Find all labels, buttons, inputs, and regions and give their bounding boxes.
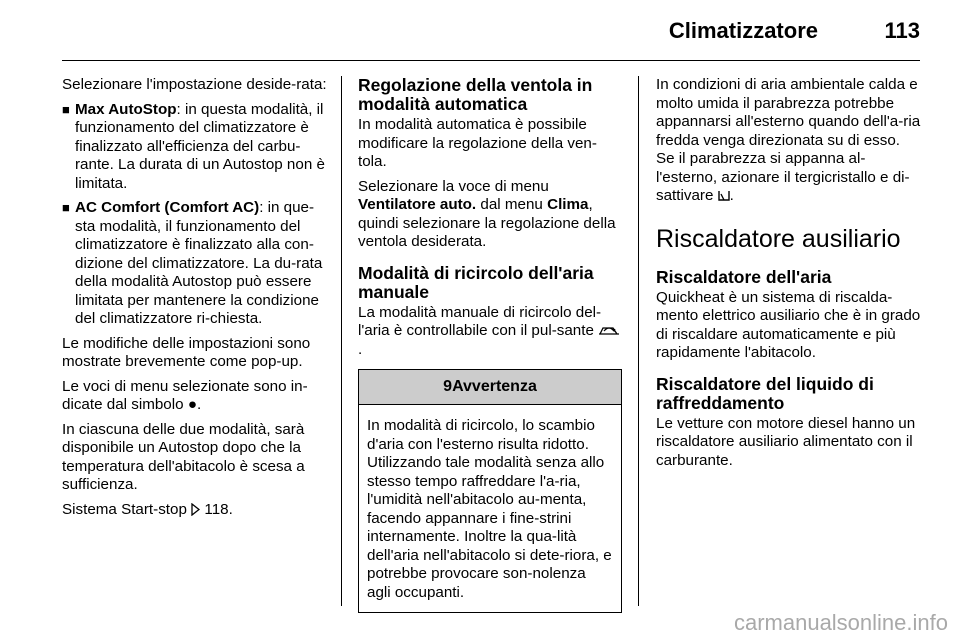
bullet-icon: ■: [62, 200, 70, 215]
section-heading: Riscaldatore dell'aria: [656, 266, 832, 287]
page-title: Climatizzatore: [668, 18, 818, 43]
section-heading: Riscaldatore del liquido di raffreddamento: [656, 373, 874, 413]
bullet-text: : in questa modalità, il funzionamento del climatizzatore è finalizzato all'efficienza del carbu-rante. La durata di un Autostop non è limitata.: [75, 100, 325, 192]
paragraph-text: dal menu: [480, 196, 543, 213]
cross-reference: [62, 501, 328, 520]
warning-triangle-icon: 9: [443, 378, 453, 395]
warning-body: In modalità di ricircolo, lo scambio d'aria con l'esterno risulta ridotto. Utilizzando tale modalità senza allo stesso tempo raffreddare l'a-ria, l'umidità nell'abitacolo au-menta, facendo appannare i fine-strini internamente. Inoltre la qua-lità dell'aria nell'abitacolo si dete-riora, e potrebbe provocare son-nolenza agli occupanti.: [367, 417, 612, 601]
paragraph-text: , quindi selezionare la regolazione della ventola desiderata.: [358, 196, 616, 250]
reference-link[interactable]: 118.: [204, 500, 233, 518]
warning-box: [358, 369, 622, 613]
chapter-heading: Riscaldatore ausiliario: [656, 224, 901, 253]
section-heading: Regolazione della ventola in modalità automatica: [358, 75, 593, 114]
paragraph-text: La modalità manuale di ricircolo del-l'aria è controllabile con il pul-sante: [358, 303, 602, 339]
header-rule: [62, 60, 920, 61]
section-heading: Modalità di ricircolo dell'aria manuale: [358, 262, 594, 302]
dot-symbol-icon: ●: [187, 396, 197, 413]
menu-item-clima: Clima: [547, 196, 589, 213]
column-middle: [358, 76, 622, 613]
watermark: carmanualsonline.info: [733, 610, 948, 635]
intro-paragraph: Selezionare l'impostazione deside-rata:: [62, 76, 327, 93]
bullet-text: : in que-sta modalità, il funzionamento del climatizzatore è finalizzato alla con-dizione del climatizzatore. La du-rata della modalità Autostop può essere limitata per mantenere la condizione del climatizzatore ri-chiesta.: [75, 199, 323, 327]
warning-header: [359, 370, 621, 405]
paragraph: Le vetture con motore diesel hanno un riscaldatore ausiliario alimentato con il carburante.: [656, 414, 916, 469]
column-left: [62, 76, 328, 525]
page-arrow-icon: [191, 501, 200, 518]
reference-text: Sistema Start-stop: [62, 500, 187, 518]
paragraph: Le modifiche delle impostazioni sono mostrate brevemente come pop-up.: [62, 334, 311, 370]
paragraph: [62, 378, 328, 415]
paragraph: Quickheat è un sistema di riscalda-mento elettrico ausiliario che è in grado di riscaldare automaticamente e più rapidamente l'abitacolo.: [656, 288, 921, 361]
bullet-icon: ■: [62, 101, 70, 117]
list-item: [62, 199, 328, 329]
menu-item-ventilatore-auto: Ventilatore auto.: [358, 196, 477, 213]
column-right: [656, 76, 922, 476]
paragraph: [656, 76, 922, 206]
paragraph-end: .: [729, 187, 734, 204]
paragraph-end: .: [197, 396, 202, 413]
paragraph-text: Le voci di menu selezionate sono in-dicate dal simbolo: [62, 377, 308, 413]
paragraph: In modalità automatica è possibile modificare la regolazione della ven-tola.: [358, 116, 597, 170]
page-number: 113: [884, 18, 920, 43]
warning-title: Avvertenza: [452, 378, 537, 395]
recirculation-car-icon: [598, 322, 620, 339]
bullet-term: Max AutoStop: [75, 100, 177, 118]
paragraph-text: In condizioni di aria ambientale calda e molto umida il parabrezza potrebbe appannarsi all'esterno quando dell'a-ria fredda venga direzionata su di esso. Se il parabrezza si appanna al-l'esterno, azionare il tergicristallo e di-sattivare: [656, 76, 921, 204]
bullet-term: AC Comfort (Comfort AC): [75, 199, 260, 216]
column-divider: [638, 76, 639, 606]
paragraph-end: .: [358, 340, 363, 358]
windscreen-wiper-icon: [718, 187, 730, 204]
list-item: [62, 101, 328, 194]
paragraph: [358, 304, 622, 360]
column-divider: [341, 76, 342, 606]
paragraph: In ciascuna delle due modalità, sarà disponibile un Autostop dopo che la temperatura dell'abitacolo è scesa a sufficienza.: [62, 420, 305, 493]
paragraph-text: Selezionare la voce di menu: [358, 177, 549, 195]
page-header: [0, 14, 920, 48]
paragraph: [358, 178, 622, 252]
